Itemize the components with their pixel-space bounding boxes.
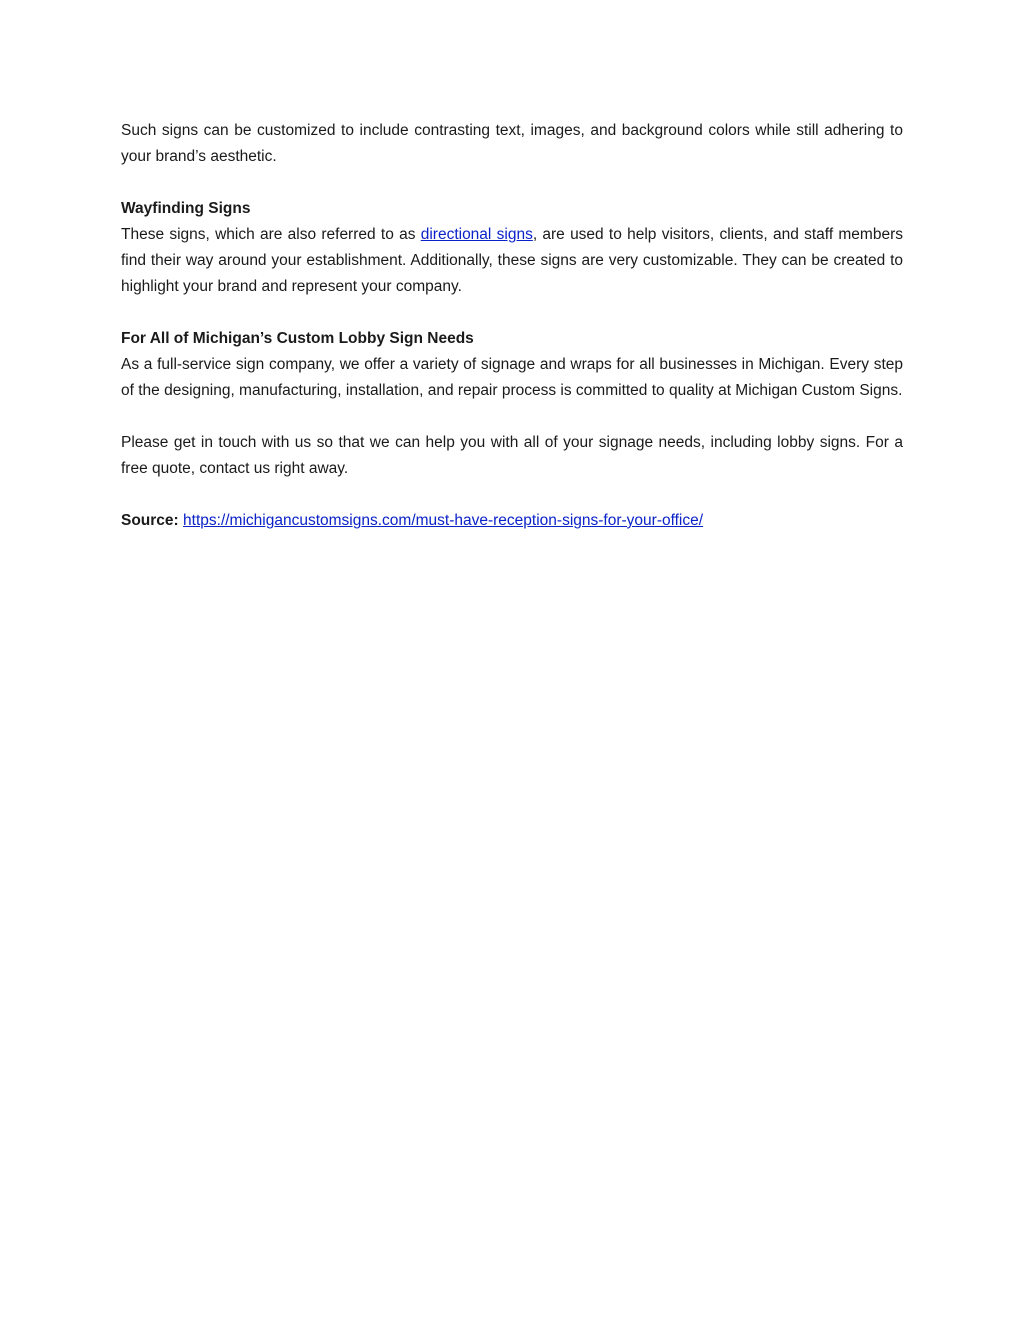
wayfinding-text-before-link: These signs, which are also referred to as [121, 226, 421, 243]
source-label: Source: [121, 512, 179, 529]
document-page [121, 118, 903, 534]
directional-signs-link[interactable]: directional signs [420, 226, 533, 243]
source-link[interactable]: https://michigancustomsigns.com/must-have-reception-signs-for-your-office/ [183, 512, 704, 529]
wayfinding-heading: Wayfinding Signs [121, 200, 251, 217]
contact-text: Please get in touch with us so that we can help you with all of your signage needs, including lobby signs. For a free quote, contact us right away. [121, 434, 903, 477]
michigan-text: As a full-service sign company, we offer a variety of signage and wraps for all businesses in Michigan. Every step of the designing, manufacturing, installation, and repair process is committed to quality at Michigan Custom Signs. [121, 356, 903, 399]
wayfinding-section [121, 196, 903, 300]
contact-paragraph [121, 430, 903, 482]
source-line [121, 508, 903, 534]
intro-paragraph [121, 118, 903, 170]
michigan-section [121, 326, 903, 404]
michigan-heading: For All of Michigan’s Custom Lobby Sign Needs [121, 330, 474, 347]
intro-text: Such signs can be customized to include contrasting text, images, and background colors while still adhering to your brand’s aesthetic. [121, 122, 903, 165]
wayfinding-text-after-link: , are used to help visitors, clients, and staff members find their way around your establishment. Additionally, these signs are very customizable. They can be created to highlight your brand and represent your company. [121, 226, 903, 295]
